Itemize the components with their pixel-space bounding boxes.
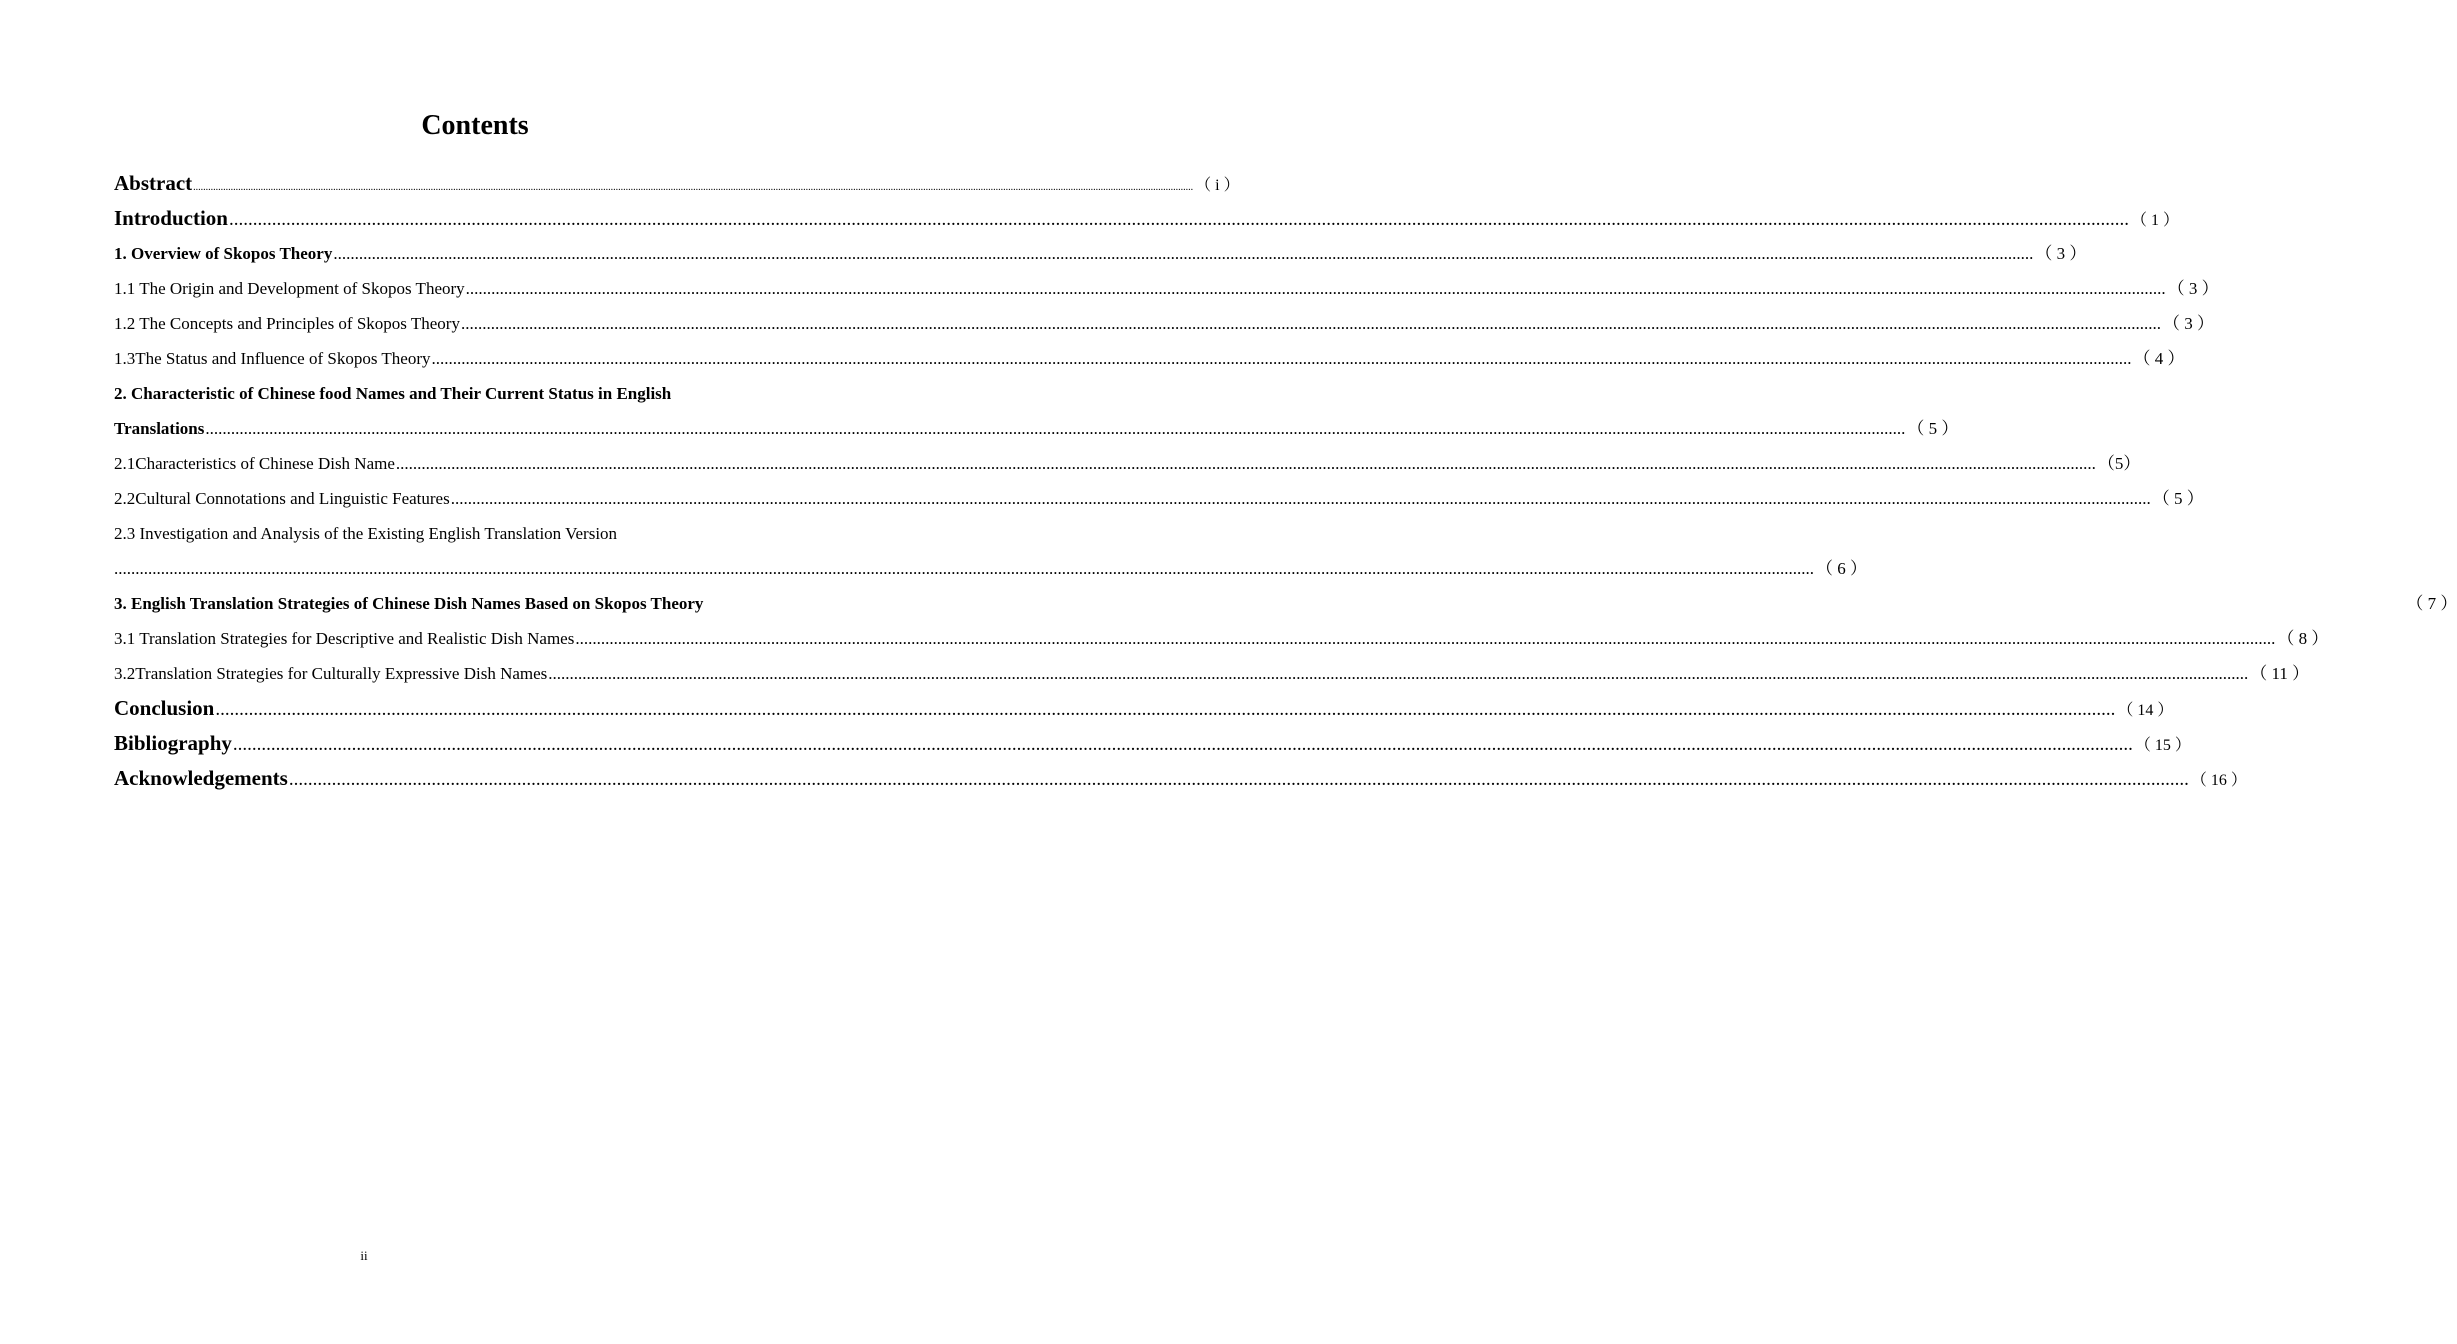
toc-entry-title: 1. Overview of Skopos Theory — [114, 244, 333, 263]
dot-leader: ................................................................................................................................................................................................................................................................................................................................................................................................................ — [431, 349, 2132, 368]
toc-entry-title: 1.1 The Origin and Development of Skopos Theory — [114, 279, 465, 298]
toc-entry-title: Acknowledgements — [114, 766, 288, 790]
toc-entry-page: （ 8 ） — [2277, 629, 2329, 648]
dot-leader: ................................................................................................................................................................................................................................................................................................................................................................................................................ — [114, 559, 1814, 578]
toc-entry-page: （ i ） — [1195, 177, 1240, 194]
dot-leader: ................................................................................................................................................................................................................................................................................................................................................................................................................ — [215, 699, 2116, 720]
dot-leader: ................................................................................................................................................................................................................................................................................................................................................................................................................ — [205, 419, 1906, 438]
toc-entry[interactable] — [114, 551, 1867, 586]
toc-entry[interactable] — [114, 236, 2087, 271]
dot-leader: ................................................................................................................................................................................................................................................................................................................................................................................................................ — [288, 769, 2189, 790]
dot-leader: ................................................................................................................................................................................................................................................................................................................................................................................................................ — [193, 182, 1194, 193]
toc-entry[interactable] — [114, 656, 2310, 691]
toc-entry-title: Abstract — [114, 171, 193, 195]
toc-entry-title: Translations — [114, 419, 205, 438]
toc-entry-page: （ 16 ） — [2190, 772, 2247, 789]
toc-entry-title: 1.2 The Concepts and Principles of Skopos Theory — [114, 314, 460, 333]
dot-leader: ................................................................................................................................................................................................................................................................................................................................................................................................................ — [460, 314, 2161, 333]
toc-entry[interactable] — [114, 201, 2179, 236]
dot-leader: ................................................................................................................................................................................................................................................................................................................................................................................................................ — [575, 629, 2276, 648]
toc-entry[interactable] — [114, 761, 2247, 796]
toc-entry[interactable] — [114, 586, 2457, 621]
toc-entry-page: （ 14 ） — [2117, 702, 2174, 719]
toc-entry-page: （ 5 ） — [2152, 489, 2204, 508]
dot-leader: ................................................................................................................................................................................................................................................................................................................................................................................................................ — [228, 209, 2129, 230]
toc-entry-title: 3.1 Translation Strategies for Descriptive and Realistic Dish Names — [114, 629, 575, 648]
toc-entry[interactable] — [114, 341, 2185, 376]
toc-entry[interactable] — [114, 621, 2329, 656]
toc-entry-page: （ 3 ） — [2167, 279, 2219, 298]
toc-entry-title: 2. Characteristic of Chinese food Names and Their Current Status in English — [114, 384, 672, 403]
toc-entry-page: （ 3 ） — [2035, 244, 2087, 263]
toc-entry-title: 3. English Translation Strategies of Chinese Dish Names Based on Skopos Theory — [114, 594, 704, 613]
toc-entry[interactable] — [114, 166, 1240, 201]
toc-entry[interactable] — [114, 516, 820, 551]
toc-entry[interactable] — [114, 376, 820, 411]
toc-entry-title: 2.3 Investigation and Analysis of the Existing English Translation Version — [114, 524, 618, 543]
page-number: ii — [360, 1248, 368, 1263]
toc-entry-page: （ 1 ） — [2130, 212, 2179, 229]
toc-entry-title: 1.3The Status and Influence of Skopos Theory — [114, 349, 431, 368]
toc-entry-page: （ 3 ） — [2162, 314, 2214, 333]
toc-entry-title: 3.2Translation Strategies for Culturally Expressive Dish Names — [114, 664, 548, 683]
toc-entry[interactable] — [114, 691, 2174, 726]
toc-entry[interactable] — [114, 411, 1959, 446]
toc-entry-page: （ 4 ） — [2133, 349, 2185, 368]
dot-leader: ................................................................................................................................................................................................................................................................................................................................................................................................................ — [450, 489, 2151, 508]
toc-entry-title: 2.2Cultural Connotations and Linguistic Features — [114, 489, 450, 508]
toc-entry[interactable] — [114, 726, 2191, 761]
dot-leader: ................................................................................................................................................................................................................................................................................................................................................................................................................ — [395, 454, 2096, 473]
toc-entry[interactable] — [114, 271, 2219, 306]
dot-leader: ................................................................................................................................................................................................................................................................................................................................................................................................................ — [548, 664, 2249, 683]
toc-entry[interactable] — [114, 446, 2141, 481]
toc-entry-title: Introduction — [114, 206, 228, 230]
toc-entry[interactable] — [114, 481, 2204, 516]
dot-leader: ................................................................................................................................................................................................................................................................................................................................................................................................................ — [333, 244, 2034, 263]
toc-entry-page: （ 15 ） — [2134, 737, 2191, 754]
toc-entry[interactable] — [114, 306, 2214, 341]
dot-leader: ................................................................................................................................................................................................................................................................................................................................................................................................................ — [465, 279, 2166, 298]
dot-leader: ................................................................................................................................................................................................................................................................................................................................................................................................................ — [232, 734, 2133, 755]
toc-entry-title: Bibliography — [114, 731, 232, 755]
page-title: Contents — [421, 110, 529, 141]
toc-entry-page: （ 11 ） — [2250, 664, 2310, 683]
toc-entry-page: （ 7 ） — [2406, 594, 2457, 613]
toc-entry-title: Conclusion — [114, 696, 215, 720]
toc-entry-title: 2.1Characteristics of Chinese Dish Name — [114, 454, 395, 473]
table-of-contents — [114, 166, 2457, 796]
toc-entry-page: （5） — [2097, 454, 2141, 473]
toc-entry-page: （ 6 ） — [1816, 559, 1867, 578]
toc-entry-page: （ 5 ） — [1907, 419, 1959, 438]
